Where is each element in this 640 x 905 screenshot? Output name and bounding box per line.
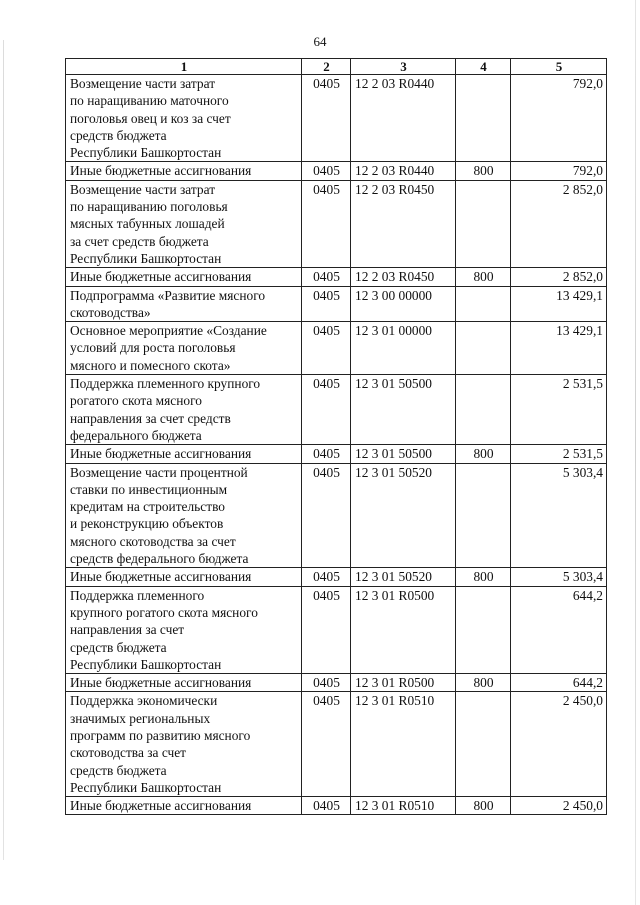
header-col-4: 4	[456, 59, 511, 75]
row-section-cell: 0405	[302, 375, 351, 445]
row-expense-type-cell: 800	[456, 797, 511, 815]
row-amount-cell: 644,2	[511, 586, 607, 673]
header-col-1: 1	[66, 59, 302, 75]
row-csr-cell: 12 3 01 R0510	[351, 797, 456, 815]
row-name-cell: Подпрограмма «Развитие мясного скотоводства»	[66, 286, 302, 322]
row-name-cell: Возмещение части процентной ставки по инвестиционным кредитам на строительство и реконструкцию объектов мясного скотоводства за счет средств федерального бюджета	[66, 463, 302, 568]
row-section-cell: 0405	[302, 180, 351, 267]
header-col-5: 5	[511, 59, 607, 75]
scan-edge-right	[635, 0, 636, 905]
row-expense-type-cell	[456, 692, 511, 797]
row-amount-cell: 5 303,4	[511, 463, 607, 568]
row-csr-cell: 12 3 01 R0500	[351, 586, 456, 673]
row-section-cell: 0405	[302, 75, 351, 162]
row-csr-cell: 12 2 03 R0450	[351, 268, 456, 286]
row-expense-type-cell	[456, 586, 511, 673]
row-amount-cell: 13 429,1	[511, 286, 607, 322]
table-row	[66, 797, 607, 815]
row-amount-cell: 792,0	[511, 162, 607, 180]
row-amount-cell: 2 852,0	[511, 268, 607, 286]
table-row	[66, 162, 607, 180]
row-csr-cell: 12 2 03 R0450	[351, 180, 456, 267]
row-name-cell: Иные бюджетные ассигнования	[66, 162, 302, 180]
row-name-cell: Возмещение части затрат по наращиванию поголовья мясных табунных лошадей за счет средств бюджета Республики Башкортостан	[66, 180, 302, 267]
row-csr-cell: 12 2 03 R0440	[351, 75, 456, 162]
table-row	[66, 445, 607, 463]
row-name-cell: Иные бюджетные ассигнования	[66, 568, 302, 586]
row-csr-cell: 12 2 03 R0440	[351, 162, 456, 180]
row-name-cell: Иные бюджетные ассигнования	[66, 674, 302, 692]
row-expense-type-cell	[456, 180, 511, 267]
row-expense-type-cell: 800	[456, 162, 511, 180]
row-csr-cell: 12 3 01 50520	[351, 463, 456, 568]
row-expense-type-cell: 800	[456, 674, 511, 692]
row-expense-type-cell	[456, 322, 511, 375]
table-row	[66, 586, 607, 673]
table-row	[66, 286, 607, 322]
row-name-cell: Основное мероприятие «Создание условий для роста поголовья мясного и помесного скота»	[66, 322, 302, 375]
row-section-cell: 0405	[302, 568, 351, 586]
row-expense-type-cell: 800	[456, 268, 511, 286]
table-row	[66, 375, 607, 445]
row-csr-cell: 12 3 01 R0510	[351, 692, 456, 797]
row-expense-type-cell	[456, 463, 511, 568]
table-row	[66, 75, 607, 162]
row-csr-cell: 12 3 01 50500	[351, 375, 456, 445]
row-amount-cell: 792,0	[511, 75, 607, 162]
row-section-cell: 0405	[302, 797, 351, 815]
header-col-3: 3	[351, 59, 456, 75]
row-section-cell: 0405	[302, 674, 351, 692]
row-amount-cell: 2 531,5	[511, 375, 607, 445]
row-expense-type-cell: 800	[456, 445, 511, 463]
header-row	[66, 59, 607, 75]
table-row	[66, 463, 607, 568]
row-amount-cell: 13 429,1	[511, 322, 607, 375]
row-amount-cell: 2 450,0	[511, 692, 607, 797]
row-section-cell: 0405	[302, 586, 351, 673]
budget-table	[65, 58, 607, 815]
row-amount-cell: 2 852,0	[511, 180, 607, 267]
row-section-cell: 0405	[302, 162, 351, 180]
row-expense-type-cell	[456, 75, 511, 162]
row-amount-cell: 2 531,5	[511, 445, 607, 463]
row-name-cell: Иные бюджетные ассигнования	[66, 268, 302, 286]
row-name-cell: Возмещение части затрат по наращиванию маточного поголовья овец и коз за счет средств бюджета Республики Башкортостан	[66, 75, 302, 162]
row-section-cell: 0405	[302, 286, 351, 322]
row-expense-type-cell	[456, 286, 511, 322]
row-csr-cell: 12 3 01 50500	[351, 445, 456, 463]
header-col-2: 2	[302, 59, 351, 75]
row-amount-cell: 2 450,0	[511, 797, 607, 815]
row-expense-type-cell: 800	[456, 568, 511, 586]
table-row	[66, 180, 607, 267]
row-section-cell: 0405	[302, 445, 351, 463]
table-header	[66, 59, 607, 75]
row-name-cell: Иные бюджетные ассигнования	[66, 797, 302, 815]
table-row	[66, 674, 607, 692]
row-name-cell: Поддержка племенного крупного рогатого скота мясного направления за счет средств бюджета Республики Башкортостан	[66, 586, 302, 673]
table-row	[66, 322, 607, 375]
row-name-cell: Иные бюджетные ассигнования	[66, 445, 302, 463]
row-section-cell: 0405	[302, 268, 351, 286]
table-body	[66, 75, 607, 815]
row-section-cell: 0405	[302, 463, 351, 568]
row-section-cell: 0405	[302, 322, 351, 375]
row-csr-cell: 12 3 01 50520	[351, 568, 456, 586]
scan-edge-left	[3, 40, 4, 860]
row-amount-cell: 5 303,4	[511, 568, 607, 586]
table-row	[66, 692, 607, 797]
row-csr-cell: 12 3 01 R0500	[351, 674, 456, 692]
page-number: 64	[313, 34, 327, 49]
row-name-cell: Поддержка экономически значимых региональных программ по развитию мясного скотоводства за счет средств бюджета Республики Башкортостан	[66, 692, 302, 797]
row-amount-cell: 644,2	[511, 674, 607, 692]
table-row	[66, 568, 607, 586]
row-name-cell: Поддержка племенного крупного рогатого скота мясного направления за счет средств федерального бюджета	[66, 375, 302, 445]
table-row	[66, 268, 607, 286]
row-section-cell: 0405	[302, 692, 351, 797]
row-expense-type-cell	[456, 375, 511, 445]
row-csr-cell: 12 3 01 00000	[351, 322, 456, 375]
row-csr-cell: 12 3 00 00000	[351, 286, 456, 322]
